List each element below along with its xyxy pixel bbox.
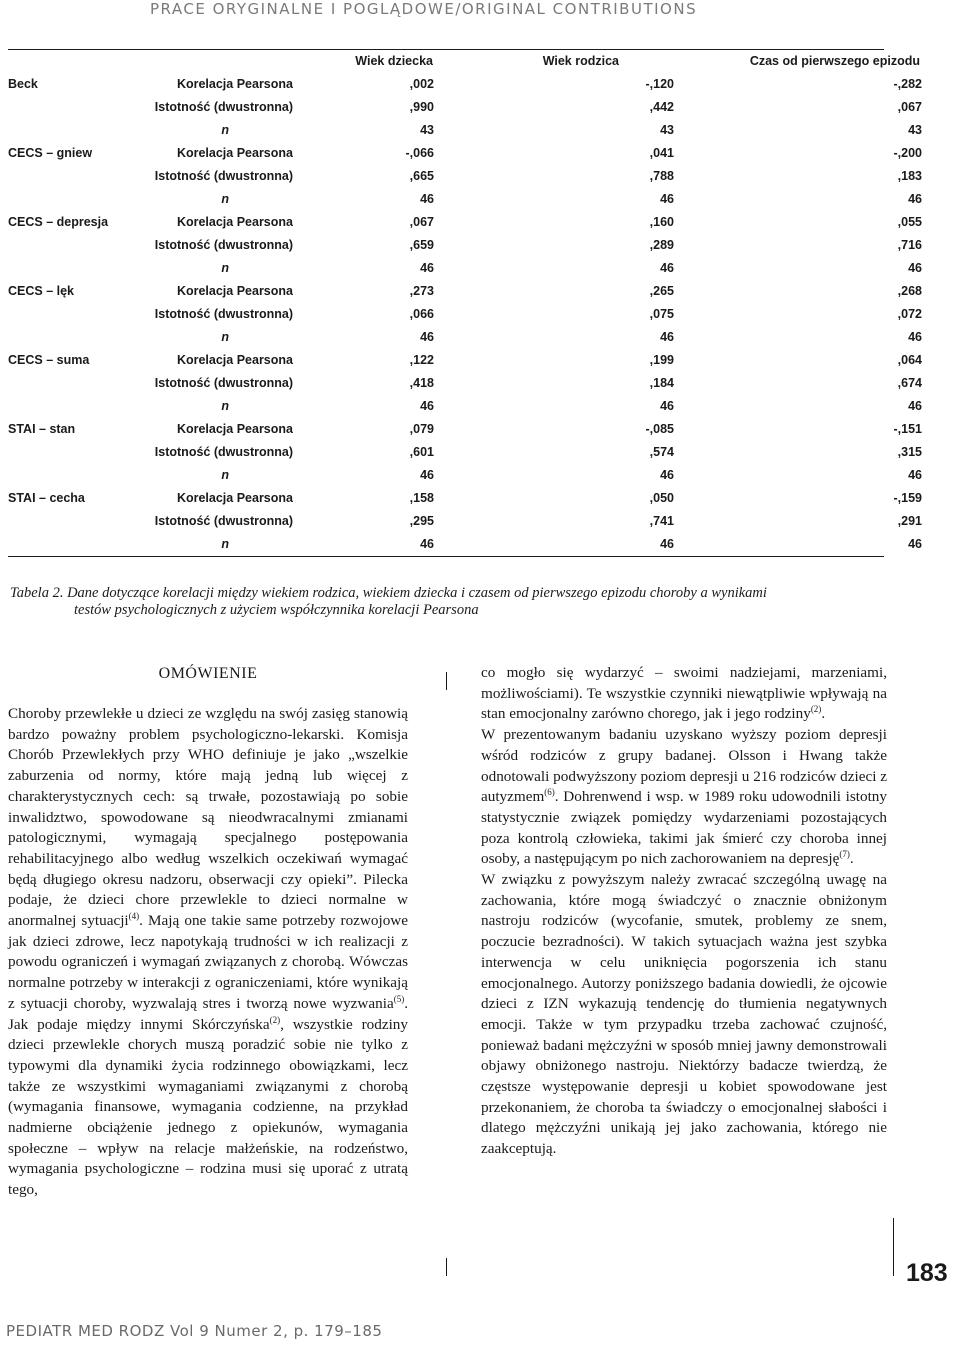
table-row bbox=[8, 418, 922, 441]
statistic-label-cell: n bbox=[221, 330, 229, 344]
body-paragraph bbox=[481, 725, 887, 870]
statistic-label-cell: Korelacja Pearsona bbox=[176, 491, 293, 505]
value-cell: 46 bbox=[660, 192, 674, 206]
table-caption bbox=[10, 585, 890, 619]
text-run: . Mają one takie same potrzeby rozwojowe jak dzieci zdrowe, lecz napotykają trudności w ich realizacji z powodu ograniczeń i wymagań związanych z chorobą. Wówczas normalne potrzeby w interakcji z ograniczeniami, które wynikają z sytuacji choroby, wyzwalają stres i tworzą nowe wyzwania bbox=[8, 912, 408, 1012]
statistic-label-cell: Istotność (dwustronna) bbox=[154, 307, 293, 321]
statistic-label-cell: n bbox=[221, 537, 229, 551]
column-header: Czas od pierwszego epizodu bbox=[749, 54, 920, 68]
value-cell: ,064 bbox=[897, 353, 922, 367]
value-cell: 46 bbox=[908, 330, 922, 344]
value-cell: 46 bbox=[908, 192, 922, 206]
citation: (5) bbox=[393, 993, 405, 1004]
table-row bbox=[8, 257, 922, 280]
table-row bbox=[8, 441, 922, 464]
table-row bbox=[8, 142, 922, 165]
citation: (2) bbox=[269, 1014, 281, 1025]
journal-footer: PEDIATR MED RODZ Vol 9 Numer 2, p. 179–185 bbox=[6, 1322, 383, 1340]
value-cell: ,665 bbox=[409, 169, 434, 183]
correlation-table bbox=[8, 49, 922, 557]
table-row bbox=[8, 372, 922, 395]
column-divider-left bbox=[446, 672, 447, 690]
table-row bbox=[8, 165, 922, 188]
value-cell: 46 bbox=[660, 261, 674, 275]
value-cell: ,289 bbox=[649, 238, 674, 252]
left-text-column bbox=[8, 663, 408, 1201]
running-header: PRACE ORYGINALNE I POGLĄDOWE/ORIGINAL CONTRIBUTIONS bbox=[150, 0, 698, 18]
value-cell: 46 bbox=[908, 399, 922, 413]
value-cell: ,741 bbox=[649, 514, 674, 528]
value-cell: ,160 bbox=[649, 215, 674, 229]
value-cell: 46 bbox=[908, 468, 922, 482]
value-cell: ,184 bbox=[649, 376, 674, 390]
statistic-label-cell: n bbox=[221, 192, 229, 206]
value-cell: ,158 bbox=[409, 491, 434, 505]
statistic-label-cell: Istotność (dwustronna) bbox=[154, 169, 293, 183]
value-cell: ,265 bbox=[649, 284, 674, 298]
variable-name-cell: CECS – lęk bbox=[8, 284, 75, 298]
text-run: . bbox=[821, 705, 826, 723]
text-run: . bbox=[849, 850, 854, 868]
variable-name-cell bbox=[8, 96, 143, 119]
citation: (2) bbox=[810, 704, 822, 715]
variable-name-cell bbox=[8, 464, 143, 487]
page-number-rule bbox=[893, 1218, 894, 1276]
value-cell: ,295 bbox=[409, 514, 434, 528]
body-paragraph bbox=[8, 704, 408, 1201]
variable-name-cell bbox=[8, 372, 143, 395]
statistic-label-cell: n bbox=[221, 468, 229, 482]
value-cell: ,041 bbox=[649, 146, 674, 160]
text-run: Choroby przewlekłe u dzieci ze względu na swój zasięg stanowią bardzo poważny problem psychologiczno-lekarski. Komisja Chorób Przewlekłych przy WHO definiuje je jako „wszelkie zaburzenia od normy, które mają jedną lub więcej z charakterystycznych cech: są trwałe, pozostawiają po sobie inwalidztwo, spowodowane są nieodwracalnymi zmianami patologicznymi, wymagają specjalnego postępowania rehabilitacyjnego albo według wszelkich oczekiwań wymagać będą długiego okresu nadzoru, obserwacji czy opieki”. Pilecka podaje, że dzieci chore przewlekle to dzieci normalne w anormalnej sytuacji bbox=[8, 705, 408, 930]
citation: (4) bbox=[128, 910, 140, 921]
variable-name-cell bbox=[8, 533, 143, 556]
value-cell: 46 bbox=[660, 399, 674, 413]
variable-name-cell: STAI – cecha bbox=[8, 491, 85, 505]
table-row bbox=[8, 326, 922, 349]
variable-name-cell bbox=[8, 326, 143, 349]
value-cell: 46 bbox=[908, 537, 922, 551]
section-title: OMÓWIENIE bbox=[158, 665, 258, 682]
statistic-label-cell: Istotność (dwustronna) bbox=[154, 514, 293, 528]
value-cell: ,199 bbox=[649, 353, 674, 367]
text-run: W prezentowanym badaniu uzyskano wyższy poziom depresji wśród rodziców z grupy badanej. Olsson i Hwang także odnotowali podwyższony poziom depresji u 216 rodziców dzieci z autyzmem bbox=[481, 726, 887, 806]
table-row bbox=[8, 96, 922, 119]
table-row bbox=[8, 395, 922, 418]
value-cell: 46 bbox=[908, 261, 922, 275]
statistic-label-cell: Korelacja Pearsona bbox=[176, 422, 293, 436]
value-cell: 43 bbox=[420, 123, 434, 137]
statistic-label-cell: Korelacja Pearsona bbox=[176, 353, 293, 367]
value-cell: ,072 bbox=[897, 307, 922, 321]
variable-name-cell bbox=[8, 188, 143, 211]
citation: (6) bbox=[544, 787, 555, 798]
page-number: 183 bbox=[906, 1259, 948, 1287]
value-cell: ,122 bbox=[409, 353, 434, 367]
statistic-label-cell: Korelacja Pearsona bbox=[176, 146, 293, 160]
value-cell: 46 bbox=[420, 399, 434, 413]
value-cell: 46 bbox=[660, 468, 674, 482]
value-cell: 43 bbox=[908, 123, 922, 137]
text-run: . Jak podaje między innymi Skórczyńska bbox=[8, 994, 408, 1033]
table-row bbox=[8, 533, 922, 556]
caption-line-1: Tabela 2. Dane dotyczące korelacji między wiekiem rodzica, wiekiem dziecka i czasem od pierwszego epizodu choroby a wynikami bbox=[10, 585, 767, 601]
table-row bbox=[8, 487, 922, 510]
value-cell: ,050 bbox=[649, 491, 674, 505]
variable-name-cell bbox=[8, 441, 143, 464]
value-cell: -,066 bbox=[405, 146, 434, 160]
variable-name-cell bbox=[8, 510, 143, 533]
value-cell: ,291 bbox=[897, 514, 922, 528]
text-run: . Dohrenwend i wsp. w 1989 roku udowodnili istotny statystycznie związek pomiędzy wydarzeniami pozostających poza kontrolą człowieka, takimi jak śmierć czy choroba innej osoby, a następującym po nich zachorowaniem na depresję bbox=[481, 788, 887, 868]
table-row bbox=[8, 510, 922, 533]
column-divider-right bbox=[446, 1258, 447, 1276]
table-row bbox=[8, 464, 922, 487]
value-cell: 46 bbox=[420, 330, 434, 344]
citation: (7) bbox=[839, 849, 850, 860]
value-cell: -,085 bbox=[645, 422, 674, 436]
value-cell: ,315 bbox=[897, 445, 922, 459]
value-cell: ,990 bbox=[409, 100, 434, 114]
value-cell: 43 bbox=[660, 123, 674, 137]
variable-name-cell: CECS – suma bbox=[8, 353, 90, 367]
variable-name-cell bbox=[8, 257, 143, 280]
statistic-label-cell: Istotność (dwustronna) bbox=[154, 100, 293, 114]
value-cell: ,055 bbox=[897, 215, 922, 229]
value-cell: ,574 bbox=[649, 445, 674, 459]
value-cell: ,788 bbox=[649, 169, 674, 183]
statistic-label-cell: Korelacja Pearsona bbox=[176, 77, 293, 91]
table-body bbox=[8, 73, 922, 556]
column-header: Wiek rodzica bbox=[542, 54, 619, 68]
value-cell: ,268 bbox=[897, 284, 922, 298]
statistic-label-cell: Istotność (dwustronna) bbox=[154, 238, 293, 252]
stats-table bbox=[8, 50, 922, 556]
column-header: Wiek dziecka bbox=[355, 54, 433, 68]
value-cell: 46 bbox=[420, 192, 434, 206]
statistic-label-cell: Istotność (dwustronna) bbox=[154, 376, 293, 390]
statistic-label-cell: n bbox=[221, 399, 229, 413]
right-text-column bbox=[481, 663, 887, 1160]
value-cell: ,183 bbox=[897, 169, 922, 183]
value-cell: ,067 bbox=[409, 215, 434, 229]
value-cell: ,716 bbox=[897, 238, 922, 252]
value-cell: -,200 bbox=[893, 146, 922, 160]
statistic-label-cell: Korelacja Pearsona bbox=[176, 284, 293, 298]
value-cell: 46 bbox=[660, 330, 674, 344]
variable-name-cell: Beck bbox=[8, 77, 38, 91]
table-row bbox=[8, 188, 922, 211]
value-cell: ,659 bbox=[409, 238, 434, 252]
value-cell: -,159 bbox=[893, 491, 922, 505]
value-cell: -,282 bbox=[893, 77, 922, 91]
value-cell: 46 bbox=[420, 261, 434, 275]
body-paragraph bbox=[481, 663, 887, 725]
variable-name-cell: STAI – stan bbox=[8, 422, 76, 436]
header-empty-var bbox=[8, 50, 143, 73]
text-run: co mogło się wydarzyć – swoimi nadziejami, marzeniami, możliwościami). Te wszystkie czynniki niewątpliwie wpływają na stan emocjonalny zarówno chorego, jak i jego rodziny bbox=[481, 664, 887, 723]
body-paragraph: W związku z powyższym należy zwracać szczególną uwagę na zachowania, które mogą świadczyć o znacznie obniżonym nastroju rodziców (wycofanie, smutek, problemy ze snem, poczucie bezradności). W takich sytuacjach ważna jest szybka interwencja w celu uniknięcia pogorszenia ich stanu emocjonalnego. Autorzy poniższego badania dowiedli, że ojcowie dzieci z IZN wykazują tendencję do tłumienia negatywnych emocji. Także w tym przypadku trzeba zachować czujność, ponieważ badani mężczyźni w sposób mniej jawny demonstrowali objawy obniżonego nastroju. Niektórzy badacze twierdzą, że częstsze występowanie depresji u kobiet spowodowane jest przekonaniem, że choroba ta świadczy o emocjonalnej słabości i dlatego mężczyźni unikają jej jako zachowania, którego nie zaakceptują. bbox=[481, 871, 887, 1158]
value-cell: ,273 bbox=[409, 284, 434, 298]
value-cell: ,442 bbox=[649, 100, 674, 114]
value-cell: ,079 bbox=[409, 422, 434, 436]
value-cell: 46 bbox=[420, 468, 434, 482]
value-cell: -,120 bbox=[645, 77, 674, 91]
statistic-label-cell: n bbox=[221, 261, 229, 275]
table-row bbox=[8, 280, 922, 303]
value-cell: ,601 bbox=[409, 445, 434, 459]
table-row bbox=[8, 349, 922, 372]
header-empty-stat bbox=[143, 50, 293, 73]
variable-name-cell bbox=[8, 234, 143, 257]
variable-name-cell bbox=[8, 165, 143, 188]
value-cell: ,674 bbox=[897, 376, 922, 390]
variable-name-cell: CECS – gniew bbox=[8, 146, 93, 160]
table-row bbox=[8, 211, 922, 234]
value-cell: -,151 bbox=[893, 422, 922, 436]
value-cell: ,418 bbox=[409, 376, 434, 390]
table-header-row bbox=[8, 50, 922, 73]
value-cell: 46 bbox=[660, 537, 674, 551]
text-run: , wszystkie rodziny dzieci przewlekle chorych muszą poradzić sobie nie tylko z typowymi dla dynamiki życia rodzinnego obowiązkami, lecz także ze wszystkimi wymaganiami związanymi z chorobą (wymagania finansowe, wymagania codzienne, na przykład nadmierne obciążenie jednego z opiekunów, wymagania społeczne – wpływ na relacje małżeńskie, na rodzeństwo, wymagania psychologiczne – rodzina musi się uporać z utratą tego, bbox=[8, 1015, 408, 1199]
statistic-label-cell: Istotność (dwustronna) bbox=[154, 445, 293, 459]
table-row bbox=[8, 234, 922, 257]
value-cell: ,066 bbox=[409, 307, 434, 321]
table-row bbox=[8, 303, 922, 326]
value-cell: ,075 bbox=[649, 307, 674, 321]
caption-line-2: testów psychologicznych z użyciem współczynnika korelacji Pearsona bbox=[74, 602, 479, 618]
variable-name-cell: CECS – depresja bbox=[8, 215, 109, 229]
variable-name-cell bbox=[8, 119, 143, 142]
value-cell: 46 bbox=[420, 537, 434, 551]
table-row bbox=[8, 119, 922, 142]
statistic-label-cell: n bbox=[221, 123, 229, 137]
variable-name-cell bbox=[8, 395, 143, 418]
variable-name-cell bbox=[8, 303, 143, 326]
value-cell: ,067 bbox=[897, 100, 922, 114]
statistic-label-cell: Korelacja Pearsona bbox=[176, 215, 293, 229]
table-row bbox=[8, 73, 922, 96]
value-cell: ,002 bbox=[409, 77, 434, 91]
